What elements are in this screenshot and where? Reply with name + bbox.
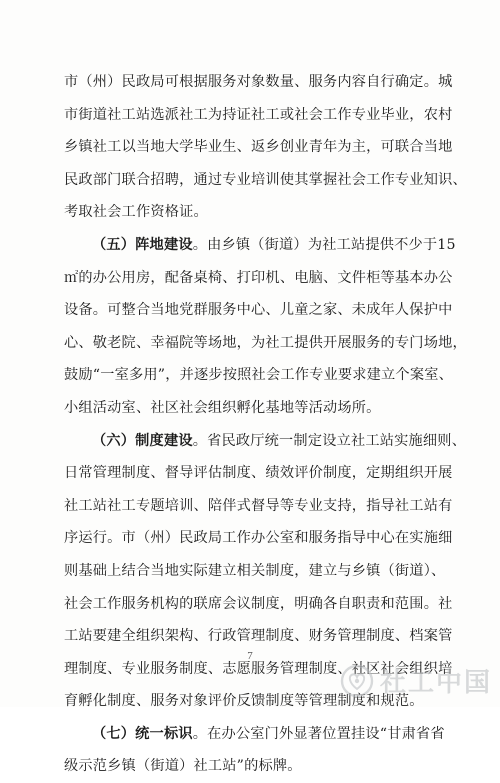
line-text: 民政部门联合招聘，通过专业培训使其掌握社会工作专业知识、: [64, 171, 467, 188]
line-text: 市（州）民政局可根据服务对象数量、服务内容自行确定。城: [64, 74, 453, 90]
line-text: 社会工作服务机构的联席会议制度，明确各自职责和范围。社: [64, 595, 453, 612]
line-text: ㎡的办公用房，配备桌椅、打印机、电脑、文件柜等基本办公: [64, 269, 453, 286]
watermark-text: 社工中国: [379, 668, 492, 698]
text-line: [64, 457, 453, 490]
text-line: [64, 99, 453, 132]
section-heading-line: [64, 425, 467, 458]
line-text: 乡镇社工以当地大学毕业生、返乡创业青年为主，可联合当地: [64, 139, 453, 156]
line-text: 鼓励“一室多用”，并逐步按照社会工作专业要求建立个案室、: [64, 367, 453, 384]
text-line: [64, 131, 453, 164]
line-text: 社工站社工专题培训、陪伴式督导等专业支持，指导社工站有: [64, 497, 453, 514]
text-line: [64, 522, 453, 555]
text-line: [64, 196, 436, 229]
text-line: [64, 490, 453, 523]
text-line: [64, 359, 453, 392]
line-text: 心、敬老院、幸福院等场地，为社工提供开展服务的专门场地，: [64, 334, 467, 351]
line-text: 小组活动室、社区社会组织孵化基地等活动场所。: [64, 399, 381, 416]
section-heading-line: [64, 229, 456, 262]
text-line: [64, 164, 467, 197]
line-text: 级示范乡镇（街道）社工站”的标牌。: [64, 758, 302, 775]
text-line: [64, 750, 436, 783]
watermark: [340, 662, 492, 699]
line-text: 序运行。市（州）民政局工作办公室和服务指导中心在实施细: [64, 530, 453, 547]
text-line: [64, 66, 453, 99]
line-text: 。由乡镇（街道）为社工站提供不少于15: [192, 236, 456, 253]
text-line: [64, 392, 436, 425]
line-text: 。在办公室门外显著位置挂设“甘肃省省: [192, 725, 445, 742]
heart-hands-logo-icon: [340, 664, 374, 698]
line-text: 理制度、专业服务制度、志愿服务管理制度、社区社会组织培: [64, 660, 453, 677]
text-line: [64, 327, 467, 360]
page-number: 7: [247, 650, 253, 662]
section-heading: （六）制度建设: [92, 432, 193, 449]
section-heading: （七）统一标识: [92, 725, 193, 742]
line-text: 考取社会工作资格证。: [64, 204, 208, 221]
text-line: [64, 294, 453, 327]
text-line: [64, 262, 453, 295]
line-text: 。省民政厅统一制定设立社工站实施细则、: [192, 432, 467, 449]
line-text: 市街道社工站选派社工为持证社工或社会工作专业毕业，农村: [64, 106, 453, 123]
line-text: 设备。可整合当地党群服务中心、儿童之家、未成年人保护中: [64, 302, 453, 319]
line-text: 育孵化制度、服务对象评价反馈制度等管理制度和规范。: [64, 693, 424, 710]
section-heading: （五）阵地建设: [92, 236, 193, 253]
section-heading-line: [64, 718, 445, 751]
text-line: [64, 620, 453, 653]
line-text: 工站要建全组织架构、行政管理制度、财务管理制度、档案管: [64, 628, 453, 645]
line-text: 则基础上结合当地实际建立相关制度，建立与乡镇（街道）、: [64, 562, 446, 579]
text-line: [64, 588, 453, 621]
line-text: 日常管理制度、督导评估制度、绩效评价制度，定期组织开展: [64, 465, 453, 482]
text-line: [64, 555, 446, 588]
